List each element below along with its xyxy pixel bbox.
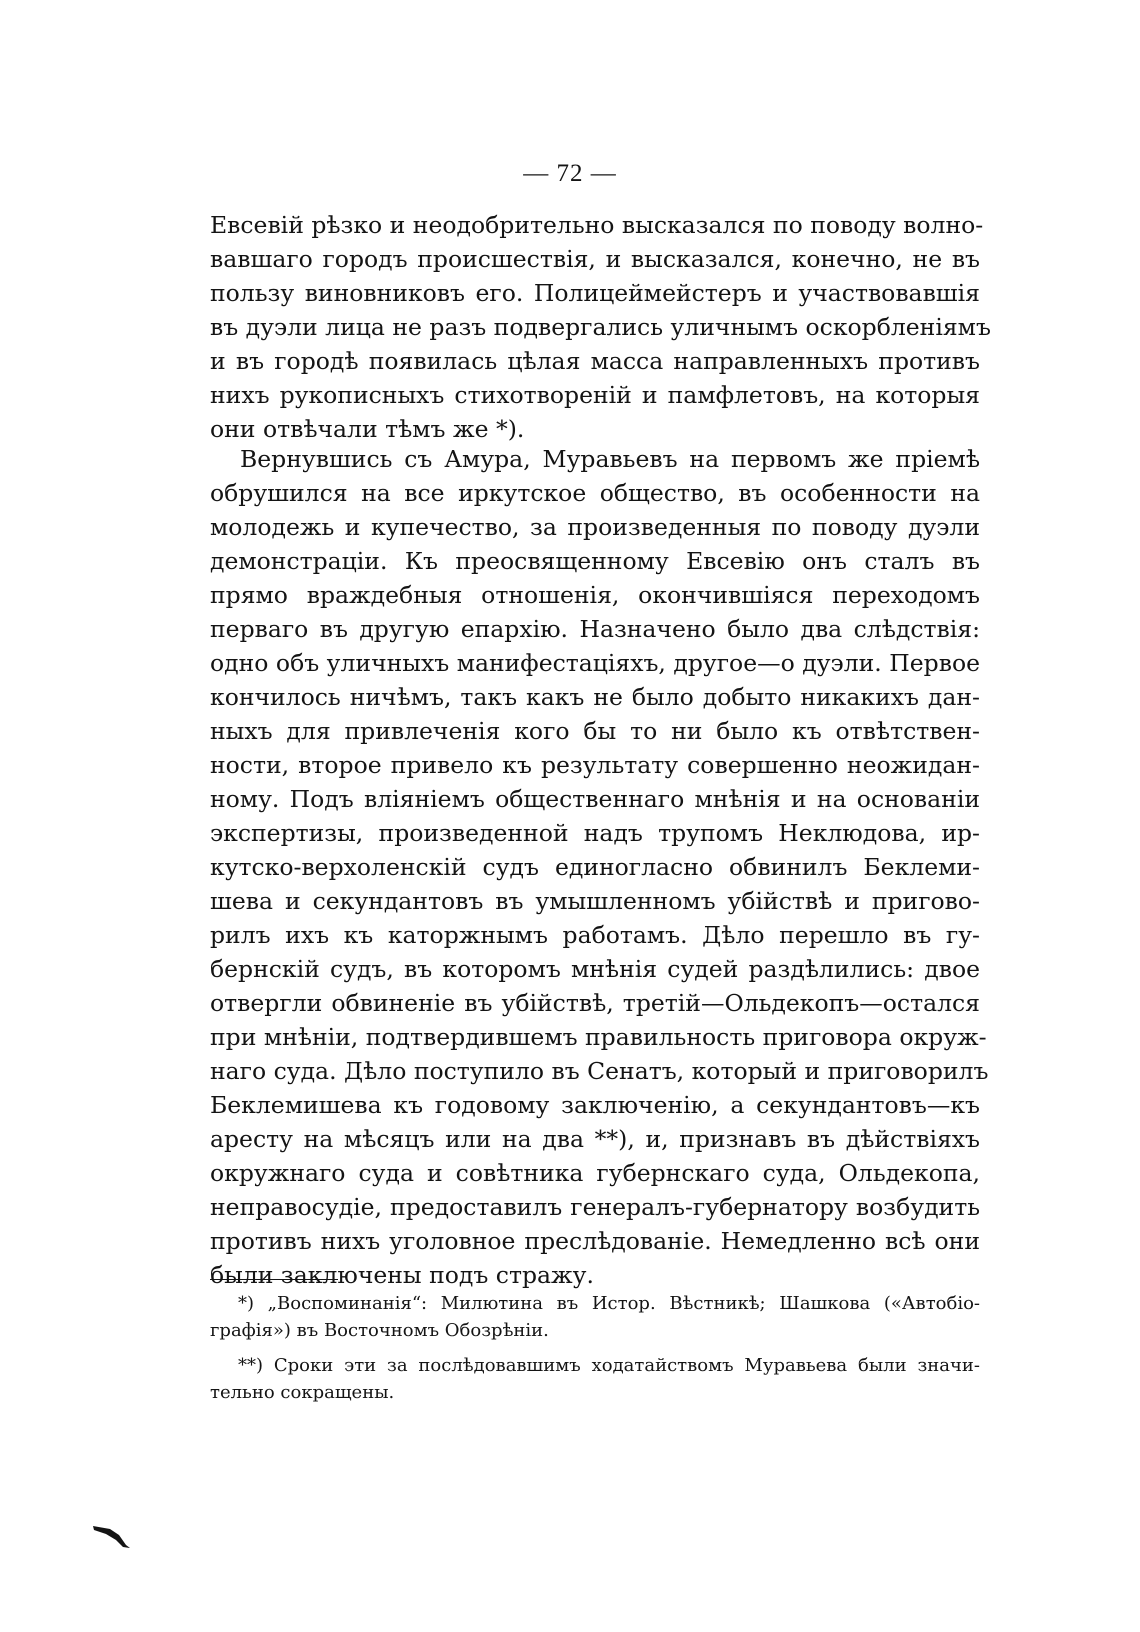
text-line: бернскій судъ, въ которомъ мнѣнія судей раздѣлились: двое xyxy=(210,955,980,983)
footnote-line: **) Сроки эти за послѣдовавшимъ ходатайствомъ Муравьева были значи- xyxy=(238,1355,980,1376)
text-line: неправосудіе, предоставилъ генералъ-губернатору возбудить xyxy=(210,1193,980,1221)
footnote-line: тельно сокращены. xyxy=(210,1382,395,1403)
text-line: кончилось ничѣмъ, такъ какъ не было добыто никакихъ дан- xyxy=(210,683,980,711)
text-line: вавшаго городъ происшествія, и высказался, конечно, не въ xyxy=(210,245,980,273)
footnotes xyxy=(210,1290,980,1406)
text-line: рилъ ихъ къ каторжнымъ работамъ. Дѣло перешло въ гу- xyxy=(210,921,980,949)
text-line: кутско-верхоленскій судъ единогласно обвинилъ Беклеми- xyxy=(210,853,980,881)
text-line: прямо враждебныя отношенія, окончившіяся переходомъ xyxy=(210,581,980,609)
text-line: ныхъ для привлеченія кого бы то ни было къ отвѣтствен- xyxy=(210,717,980,745)
text-line: противъ нихъ уголовное преслѣдованіе. Немедленно всѣ они xyxy=(210,1227,980,1255)
text-line: шева и секундантовъ въ умышленномъ убійствѣ и пригово- xyxy=(210,887,980,915)
text-line: ному. Подъ вліяніемъ общественнаго мнѣнія и на основаніи xyxy=(210,785,980,813)
footnote-line: *) „Воспоминанія“: Милютина въ Истор. Вѣстникѣ; Шашкова («Автобіо- xyxy=(238,1293,980,1314)
paragraph-2 xyxy=(210,442,989,1292)
text-line: и въ городѣ появилась цѣлая масса направленныхъ противъ xyxy=(210,347,980,375)
text-line: Вернувшись съ Амура, Муравьевъ на первомъ же пріемѣ xyxy=(240,445,980,473)
footnote-divider xyxy=(210,1279,338,1280)
text-line: обрушился на все иркутское общество, въ особенности на xyxy=(210,479,980,507)
text-line: они отвѣчали тѣмъ же *). xyxy=(210,415,525,443)
text-line: окружнаго суда и совѣтника губернскаго суда, Ольдекопа, xyxy=(210,1159,980,1187)
paragraph-1 xyxy=(210,208,991,446)
text-line: ности, второе привело къ результату совершенно неожидан- xyxy=(210,751,980,779)
text-line: Беклемишева къ годовому заключенію, а секундантовъ—къ xyxy=(210,1091,980,1119)
footnote-line: графія») въ Восточномъ Обозрѣніи. xyxy=(210,1320,549,1341)
text-line: при мнѣніи, подтвердившемъ правильность приговора окруж- xyxy=(210,1023,987,1051)
text-line: нихъ рукописныхъ стихотвореній и памфлетовъ, на которыя xyxy=(210,381,980,409)
page-number: — 72 — xyxy=(523,160,617,187)
text-line: пользу виновниковъ его. Полицеймейстеръ и участвовавшія xyxy=(210,279,980,307)
text-line: экспертизы, произведенной надъ трупомъ Неклюдова, ир- xyxy=(210,819,980,847)
text-line: наго суда. Дѣло поступило въ Сенатъ, который и приговорилъ xyxy=(210,1057,989,1085)
text-line: одно объ уличныхъ манифестаціяхъ, другое—о дуэли. Первое xyxy=(210,649,980,677)
text-line: отвергли обвиненіе въ убійствѣ, третій—Ольдекопъ—остался xyxy=(210,989,980,1017)
text-line: демонстраціи. Къ преосвященному Евсевію онъ сталъ въ xyxy=(210,547,980,575)
text-line: молодежь и купечество, за произведенныя по поводу дуэли xyxy=(210,513,980,541)
text-line: перваго въ другую епархію. Назначено было два слѣдствія: xyxy=(210,615,980,643)
scan-smudge-mark xyxy=(92,1523,132,1549)
text-line: были заключены подъ стражу. xyxy=(210,1261,594,1289)
text-line: Евсевій рѣзко и неодобрительно высказался по поводу волно- xyxy=(210,211,984,239)
text-line: аресту на мѣсяцъ или на два **), и, признавъ въ дѣйствіяхъ xyxy=(210,1125,980,1153)
text-line: въ дуэли лица не разъ подвергались уличнымъ оскорбленіямъ xyxy=(210,313,991,341)
